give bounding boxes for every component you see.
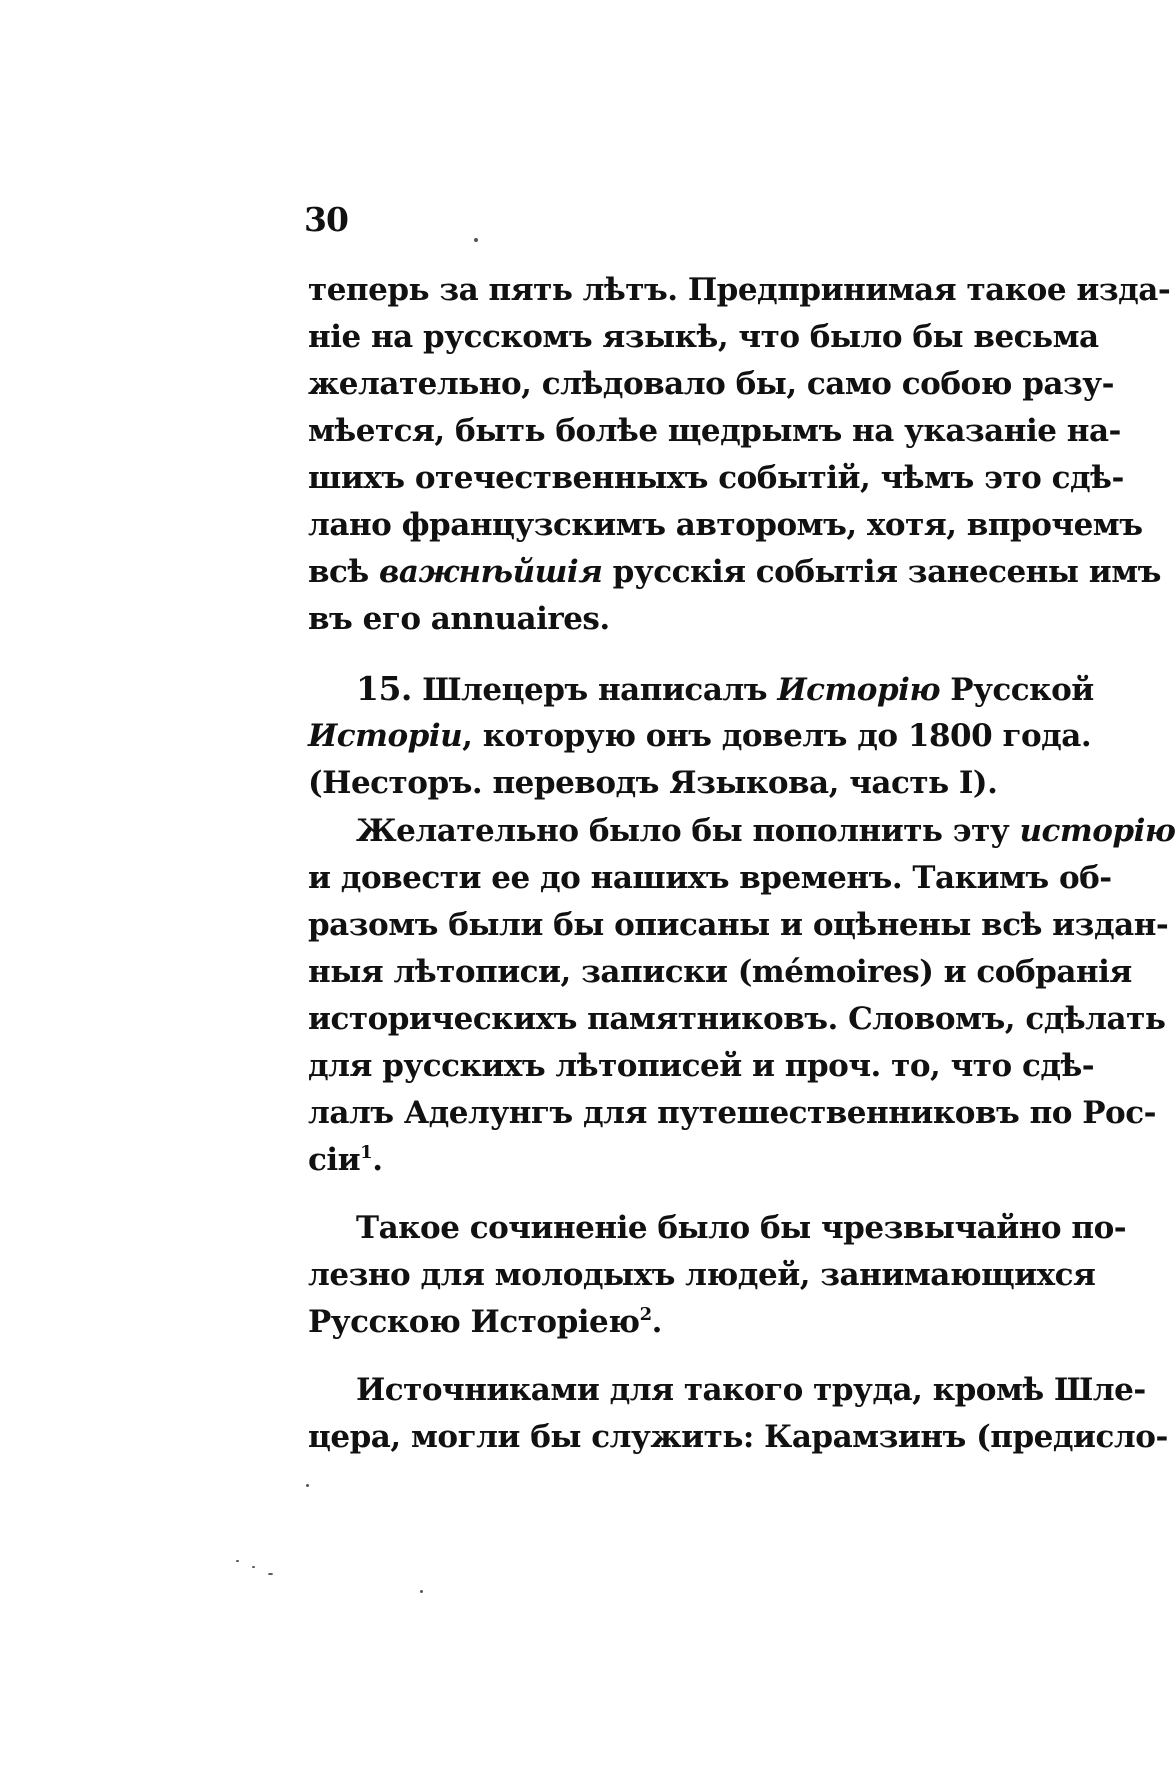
text-line [356, 811, 1175, 851]
emphasis-text: Исторіи [308, 718, 463, 754]
text-line: разомъ были бы описаны и оцѣнены всѣ издан- [308, 907, 1169, 943]
text-line: лалъ Аделунгъ для путешественниковъ по Рос- [308, 1095, 1156, 1131]
text-run: Желательно было бы пополнить эту [356, 813, 1020, 849]
footnote-marker: 2 [639, 1304, 652, 1325]
scan-speck [236, 1560, 239, 1562]
footnote-marker: 1 [360, 1142, 373, 1163]
text-line [308, 552, 1161, 592]
text-run: , которую онъ довелъ до 1800 года. [462, 718, 1092, 754]
text-line [308, 1140, 988, 1180]
text-run: Шлецеръ написалъ [411, 672, 778, 708]
text-line [308, 716, 1092, 756]
emphasis-text: Исторію [777, 672, 940, 708]
scan-speck [474, 238, 478, 242]
text-line: Источниками для такого труда, кромѣ Шле- [356, 1372, 1146, 1408]
text-line: ныя лѣтописи, записки (mémoires) и собранія [308, 954, 1132, 990]
text-run: русскія событія занесены имъ [602, 554, 1161, 590]
text-line: (Несторъ. переводъ Языкова, часть I). [308, 765, 998, 801]
text-line: для русскихъ лѣтописей и проч. то, что сдѣ- [308, 1048, 1095, 1084]
text-line: лезно для молодыхъ людей, занимающихся [308, 1257, 1096, 1293]
text-line: и довести ее до нашихъ временъ. Такимъ об- [308, 860, 1112, 896]
text-line: въ его annuaires. [308, 601, 610, 637]
text-run: Русскою Исторіею [308, 1304, 640, 1340]
emphasis-text: важнѣйшія [379, 554, 603, 590]
scan-speck [252, 1566, 255, 1568]
scan-speck [268, 1573, 273, 1575]
section-number: 15. [356, 669, 412, 708]
page-number: 30 [304, 200, 348, 239]
text-run: . [372, 1142, 383, 1178]
scan-speck [420, 1590, 423, 1593]
text-line: историческихъ памятниковъ. Словомъ, сдѣлать [308, 1001, 1166, 1037]
text-line: теперь за пять лѣтъ. Предпринимая такое изда- [308, 272, 1171, 308]
text-run: сіи [308, 1142, 361, 1178]
text-run: Русской [939, 672, 1094, 708]
emphasis-text: исторію [1019, 813, 1175, 849]
text-line [308, 1302, 988, 1342]
text-line: желательно, слѣдовало бы, само собою разу- [308, 366, 1115, 402]
text-run: всѣ [308, 554, 380, 590]
text-line: шихъ отечественныхъ событій, чѣмъ это сдѣ- [308, 460, 1124, 496]
scan-speck [306, 1484, 309, 1487]
text-line: цера, могли бы служить: Карамзинъ (предисло- [308, 1419, 1168, 1455]
section-15-heading-line [356, 669, 1094, 710]
text-line: ніе на русскомъ языкѣ, что было бы весьма [308, 319, 1099, 355]
text-run: . [651, 1304, 662, 1340]
text-line: лано французскимъ авторомъ, хотя, впрочемъ [308, 507, 1143, 543]
text-line: Такое сочиненіе было бы чрезвычайно по- [356, 1210, 1127, 1246]
text-line: мѣется, быть болѣе щедрымъ на указаніе на- [308, 413, 1121, 449]
